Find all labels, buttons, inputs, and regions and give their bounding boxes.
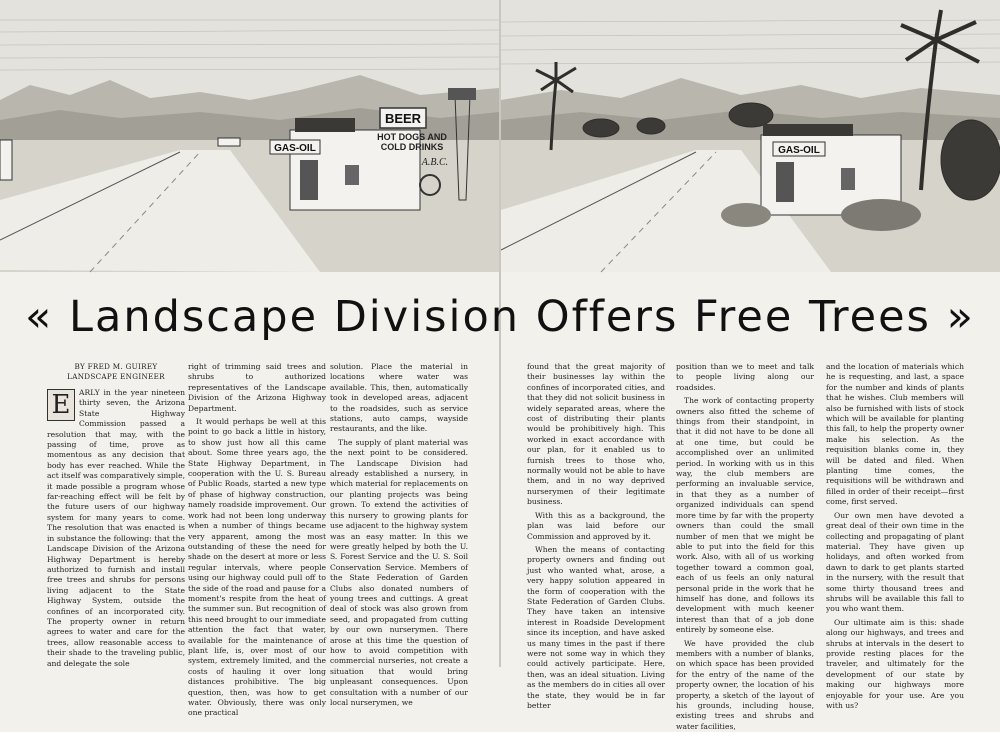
byline <box>47 362 185 382</box>
paragraph: We have provided the club members with a number of blanks, on which space has been provided for the entry of the name of the property owner, the location of his property, a sketch of the layout of his grounds, including house, existing trees and shrubs and water facilities, <box>676 638 814 731</box>
illustration-after <box>501 0 1000 272</box>
sign-hotdogs-1: HOT DOGS AND <box>377 132 447 142</box>
paragraph: and the location of materials which he is requesting, and last, a space for the number and kinds of plants that he wishes. Club members will also be furnished with lists of stock which will be available for planting this fall, to help the property owner make his selection. As the requisition blanks come in, they will be dated and filed. When planting time comes, the requisitions will be withdrawn and filled in order of their receipt—first come, first served. <box>826 362 964 507</box>
paragraph: solution. Place the material in locations where water was available. This, then, automatically took in developed areas, adjacent to the roadsides, such as service stations, auto camps, wayside restaurants, and the like. <box>330 362 468 434</box>
paragraph: Our ultimate aim is this: shade along our highways, and trees and shrubs at intervals in the desert to provide resting places for the traveler, and ultimately for the development of our state by making our highways more enjoyable for your use. Are you with us? <box>826 617 964 710</box>
paragraph: The work of contacting property owners also fitted the scheme of things from their standpoint, in that it did not have to be done all at one time, but could be accomplished over an unlimited period. In working with us in this way, the club members are performing an invaluable service, in that they as a number of organized individuals can spend more time by far with the property owners than could the small number of men that we might be able to put into the field for this work. Also, with all of us working together toward a common goal, each of us feels an only natural personal pride in the work that he himself has done, and follows its development with much keener interest than that of a job done entirely by someone else. <box>676 396 814 635</box>
article-title: « Landscape Division Offers Free Trees » <box>25 292 975 342</box>
paragraph: position than we to meet and talk to people living along our roadsides. <box>676 362 814 392</box>
illustration-before <box>0 0 499 272</box>
paragraph: Our own men have devoted a great deal of their own time in the collecting and propagating of plant material. They have given up holidays, and often worked from dawn to dark to get plants started in the nursery, with the result that some thirty thousand trees and shrubs will be available this fall to you who want them. <box>826 510 964 614</box>
sign-gas-oil-left: GAS-OIL <box>274 143 316 154</box>
sign-abc: A.B.C. <box>421 157 449 168</box>
paragraph: With this as a background, the plan was laid before our Commission and approved by it. <box>527 510 665 541</box>
column-6 <box>826 362 964 710</box>
paragraph: found that the great majority of their businesses lay within the confines of incorporated cities, and that they did not solicit business in widely separated areas, where the cost of distributing their plants would be prohibitively high. This worked in exact accordance with our plan, for it enabled us to furnish trees to those who, normally would not be able to have them, and in no way deprived nurserymen of their legitimate business. <box>527 362 665 507</box>
column-1 <box>47 362 185 668</box>
paragraph: When the means of contacting property owners and finding out just who wanted what, arose, a very happy solution appeared in the form of cooperation with the State Federation of Garden Clubs. They have taken an intensive interest in Roadside Development since its inception, and have asked us many times in the past if there were not some way in which they could actively participate. Here, then, was an ideal situation. Living as the members do in cities all over the state, they would be in far better <box>527 544 665 710</box>
paragraph: It would perhaps be well at this point to go back a little in history, to show just how all this came about. Some three years ago, the State Highway Department, in cooperation with the U. S. Bureau of Public Roads, started a new type of phase of highway construction, namely roadside improvement. Our work had not been long underway when a number of things became very apparent, among the most outstanding of these the need for shade on the desert at more or less regular intervals, where people using our highway could pull off to the side of the road and pause for a moment's respite from the heat of the summer sun. But recognition of this need brought to our immediate attention the fact that water, available for the maintenance of plant life, is, over most of our system, extremely limited, and the costs of hauling it over long distances prohibitive. The big question, then, was how to get water. Obviously, there was only one practical <box>188 417 326 718</box>
sign-gas-oil-right: GAS-OIL <box>778 145 820 156</box>
column-5 <box>676 362 814 731</box>
drop-cap: E <box>47 389 75 421</box>
column-4 <box>527 362 665 710</box>
sign-beer: BEER <box>384 111 422 126</box>
paragraph: The supply of plant material was the next point to be considered. The Landscape Division had already established a nursery, in which material for replacements on our planting projects was being grown. To extend the activities of this nursery to growing plants for use adjacent to the highway system was an easy matter. In this we were greatly helped by both the U. S. Forest Service and the U. S. Soil Conservation Service. Members of the State Federation of Garden Clubs also donated numbers of young trees and cuttings. A great deal of stock was also grown from seed, and propagated from cutting by our own nurserymen. There arose at this time the question of how to avoid competition with commercial nurseries, not create a situation that would bring unpleasant consequences. Upon consultation with a number of our local nurserymen, we <box>330 437 468 707</box>
paragraph: right of trimming said trees and shrubs to authorized representatives of the Landscape Division of the Arizona Highway Department. <box>188 362 326 413</box>
sign-hotdogs-2: COLD DRINKS <box>380 142 444 152</box>
byline-author: BY FRED M. GUIREY <box>74 362 158 371</box>
byline-role: LANDSCAPE ENGINEER <box>67 372 165 381</box>
column-2 <box>188 362 326 718</box>
paragraph: ARLY in the year nineteen thirty seven, the Arizona State Highway Commission passed a resolution that may, with the passing of time, prove as momentous as any decision that body has ever reached. While the act itself was comparatively simple, it made possible a program whose far-reaching effect will be felt by the future users of our highway system for many years to come. The resolution that was enacted is in substance the following: that the Landscape Division of the Arizona Highway Department is hereby authorized to furnish and install free trees and shrubs for persons living adjacent to the State Highway System, outside the confines of an incorporated city. The property owner in return agrees to water and care for the trees, allow reasonable access to their shade to the traveling public, and delegate the sole <box>47 388 185 668</box>
column-3 <box>330 362 468 707</box>
